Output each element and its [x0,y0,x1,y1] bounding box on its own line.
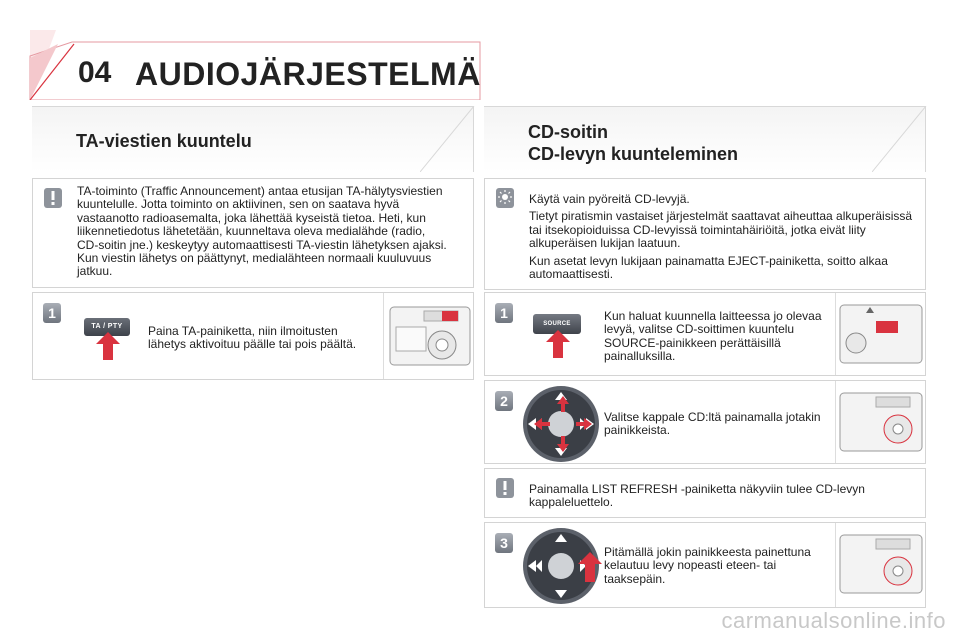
radio-unit-thumbnail [383,293,473,379]
cd-step-2-text: Valitse kappale CD:ltä painamalla jotakin painikkeista. [604,410,821,438]
header-divider-icon [872,106,928,172]
cd-tip-paragraph-2: Tietyt piratismin vastaiset järjestelmät saattavat aiheuttaa alkuperäisissä tai itsekopioiduissa CD-levyissä toimintahäiriöitä, jotka eivät liity alkuperäisen lukijan laatuun. [529,209,913,251]
step-badge-3: 3 [495,533,513,553]
radio-unit-thumbnail [835,293,925,375]
radio-unit-icon [836,293,926,375]
up-arrow-icon [96,332,120,360]
header-divider-icon [420,106,476,172]
source-button[interactable]: SOURCE [533,314,581,334]
up-arrow-icon [546,330,570,358]
light-bulb-icon [495,187,515,209]
step-badge-1: 1 [43,303,61,323]
cd-step-1-text: Kun haluat kuunnella laitteessa jo olevaa levyä, valitse CD-soittimen kuuntelu SOURCE-painikkeen perättäisillä painalluksilla. [604,309,822,364]
exclamation-icon [43,187,63,209]
step-badge-2: 2 [495,391,513,411]
radio-unit-thumbnail [835,381,925,463]
cd-tip-text [529,193,915,285]
page-title: AUDIOJÄRJESTELMÄ [135,56,481,92]
right-section-title: CD-soitin [528,122,608,142]
ta-pty-button[interactable]: TA / PTY [84,318,130,336]
red-arrows-icon [534,396,592,452]
ta-info-box [32,178,474,288]
red-arrows-icon [562,552,602,604]
exclamation-icon [495,477,515,499]
left-section-title: TA-viestien kuuntelu [76,131,252,151]
radio-unit-thumbnail [835,523,925,607]
cd-tip-box [484,178,926,290]
radio-unit-icon [836,523,926,607]
footer-watermark: carmanualsonline.info [721,608,946,633]
cd-info-box [484,468,926,518]
ta-step-1-text: Paina TA-painiketta, niin ilmoitusten lähetys aktivoituu päälle tai pois päältä. [148,324,357,352]
chapter-number: 04 [78,56,112,89]
cd-step-3-text: Pitämällä jokin painikkeesta painettuna kelautuu levy nopeasti eteen- tai taaksepäin. [604,545,811,586]
step-badge-1: 1 [495,303,513,323]
radio-unit-icon [384,293,474,379]
cd-tip-paragraph-3: Kun asetat levyn lukijaan painamatta EJECT-painiketta, soitto alkaa automaattisesti. [529,253,888,282]
cd-info-text: Painamalla LIST REFRESH -painiketta näkyviin tulee CD-levyn kappaleluettelo. [529,482,865,510]
ta-info-text: TA-toiminto (Traffic Announcement) antaa etusijan TA-hälytysviestien kuuntelulle. Jotta toiminto on aktiivinen, sen on saatava hyvä vastaanotto radioasemalta, joka lähettää kyseistä tietoa. Heti, kun liikennetiedotus lähetetään, kuunneltava oleva medialähde (radio, CD-soitin jne.) keskeytyy automaattisesti TA-viestin lähetyksen ajaksi. Kun viestin lähetys on päättynyt, medialähteen normaali kuuluvuus jatkuu. [77,184,447,279]
right-section-subtitle: CD-levyn kuunteleminen [528,144,739,164]
cd-tip-paragraph-1: Käytä vain pyöreitä CD-levyjä. [529,192,690,206]
radio-unit-icon [836,381,926,463]
